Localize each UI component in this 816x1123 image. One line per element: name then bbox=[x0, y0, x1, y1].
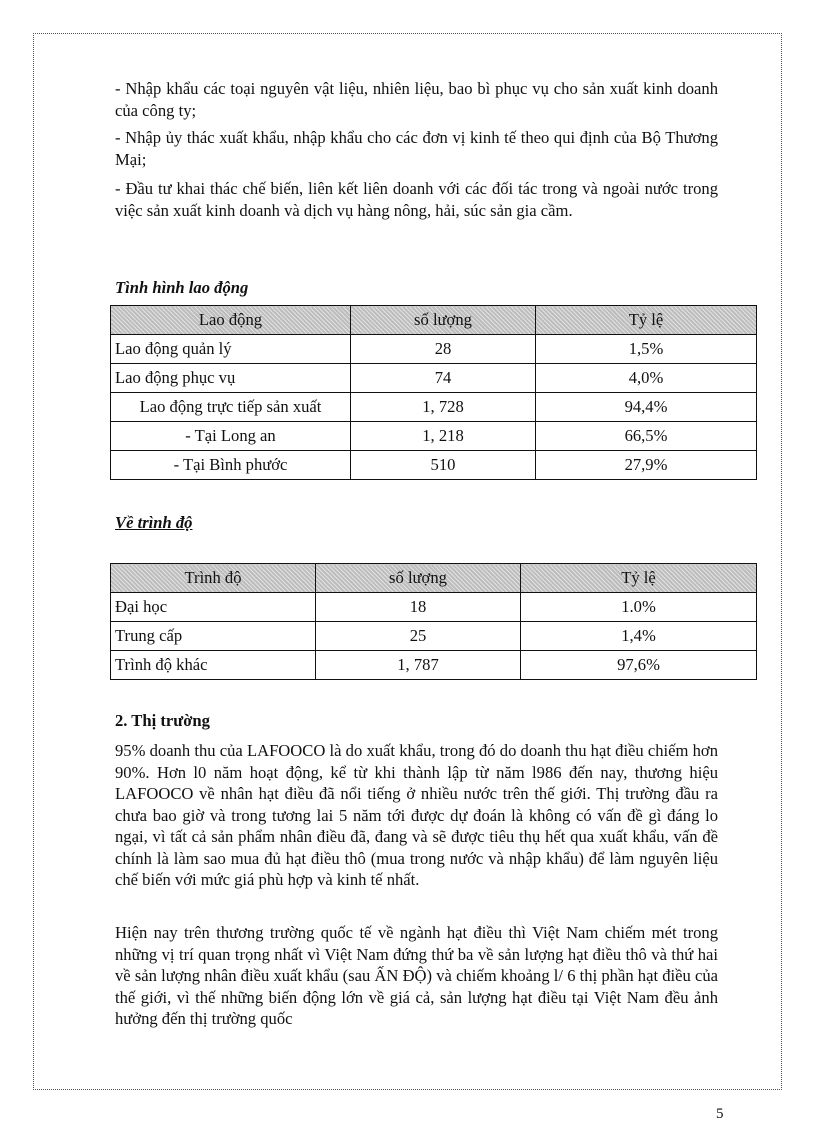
education-row-ratio: 1.0% bbox=[521, 593, 757, 622]
table-row bbox=[111, 651, 757, 680]
labor-row-ratio: 4,0% bbox=[536, 364, 757, 393]
market-paragraph-1: 95% doanh thu của LAFOOCO là do xuất khẩu, trong đó do doanh thu hạt điều chiếm hơn 90%. Hơn l0 năm hoạt động, kể từ khi thành lập từ năm l986 đến nay, thương hiệu LAFOOCO về nhân hạt điều đã nổi tiếng ở nhiều nước trên thế giới. Thị trường đầu ra chưa bao giờ và trong tương lai 5 năm tới được dự đoán là không có vấn đề gì đáng lo ngại, vì tất cả sản phẩm nhân điều đã, đang và sẽ được tiêu thụ hết qua xuất khẩu, vấn đề chính là làm sao mua đủ hạt điều thô (mua trong nước và nhập khẩu) để làm nguyên liệu chế biến với mức giá phù hợp và kinh tế nhất. bbox=[115, 741, 718, 889]
labor-header-category: Lao động bbox=[111, 306, 351, 335]
education-row-label: Trình độ khác bbox=[111, 651, 316, 680]
labor-row-quantity: 1, 728 bbox=[351, 393, 536, 422]
education-heading: Về trình độ bbox=[115, 513, 193, 532]
table-row bbox=[111, 593, 757, 622]
labor-row-quantity: 1, 218 bbox=[351, 422, 536, 451]
labor-row-ratio: 66,5% bbox=[536, 422, 757, 451]
labor-row-ratio: 94,4% bbox=[536, 393, 757, 422]
education-table bbox=[110, 563, 757, 680]
education-row-label: Trung cấp bbox=[111, 622, 316, 651]
table-row bbox=[111, 364, 757, 393]
page-number: 5 bbox=[716, 1106, 724, 1122]
intro-item-trust-import-export: - Nhập ủy thác xuất khẩu, nhập khẩu cho các đơn vị kinh tế theo qui định của Bộ Thương Mại; bbox=[115, 128, 718, 169]
intro-item-import-materials: - Nhập khẩu các toại nguyên vật liệu, nhiên liệu, bao bì phục vụ cho sản xuất kinh doanh của công ty; bbox=[115, 79, 718, 120]
table-row bbox=[111, 622, 757, 651]
table-row bbox=[111, 451, 757, 480]
table-row bbox=[111, 422, 757, 451]
education-row-ratio: 1,4% bbox=[521, 622, 757, 651]
labor-row-label: Lao động trực tiếp sản xuất bbox=[111, 393, 351, 422]
education-row-quantity: 25 bbox=[316, 622, 521, 651]
labor-row-label: - Tại Bình phước bbox=[111, 451, 351, 480]
labor-heading: Tình hình lao động bbox=[115, 278, 249, 297]
labor-row-label: Lao động phục vụ bbox=[111, 364, 351, 393]
labor-table-header bbox=[111, 306, 757, 335]
labor-header-quantity: số lượng bbox=[351, 306, 536, 335]
labor-table bbox=[110, 305, 757, 480]
labor-row-ratio: 1,5% bbox=[536, 335, 757, 364]
labor-header-ratio: Tỷ lệ bbox=[536, 306, 757, 335]
intro-item-investment: - Đầu tư khai thác chế biến, liên kết liên doanh với các đối tác trong và ngoài nước trong việc sản xuất kinh doanh và dịch vụ hàng nông, hải, súc sản gia cầm. bbox=[115, 179, 718, 220]
education-row-quantity: 1, 787 bbox=[316, 651, 521, 680]
education-header-quantity: số lượng bbox=[316, 564, 521, 593]
education-header-ratio: Tỷ lệ bbox=[521, 564, 757, 593]
labor-row-quantity: 74 bbox=[351, 364, 536, 393]
education-row-label: Đại học bbox=[111, 593, 316, 622]
market-paragraph-2: Hiện nay trên thương trường quốc tế về ngành hạt điều thì Việt Nam chiếm mét trong những vị trí quan trọng nhất vì Việt Nam đứng thứ ba về sản lượng hạt điều thô và thứ hai về sản lượng nhân điều xuất khẩu (sau ẤN ĐỘ) và chiếm khoảng l/ 6 thị phần hạt điều của thế giới, vì thế những biến động lớn về giá cả, sản lượng hạt điều tại Việt Nam đều ảnh hưởng đến thị trường quốc bbox=[115, 923, 718, 1028]
labor-row-ratio: 27,9% bbox=[536, 451, 757, 480]
labor-row-quantity: 510 bbox=[351, 451, 536, 480]
labor-row-quantity: 28 bbox=[351, 335, 536, 364]
table-row bbox=[111, 393, 757, 422]
education-header-level: Trình độ bbox=[111, 564, 316, 593]
labor-row-label: Lao động quản lý bbox=[111, 335, 351, 364]
table-row bbox=[111, 335, 757, 364]
labor-row-label: - Tại Long an bbox=[111, 422, 351, 451]
market-heading: 2. Thị trường bbox=[115, 711, 210, 730]
education-row-quantity: 18 bbox=[316, 593, 521, 622]
education-table-header bbox=[111, 564, 757, 593]
education-row-ratio: 97,6% bbox=[521, 651, 757, 680]
